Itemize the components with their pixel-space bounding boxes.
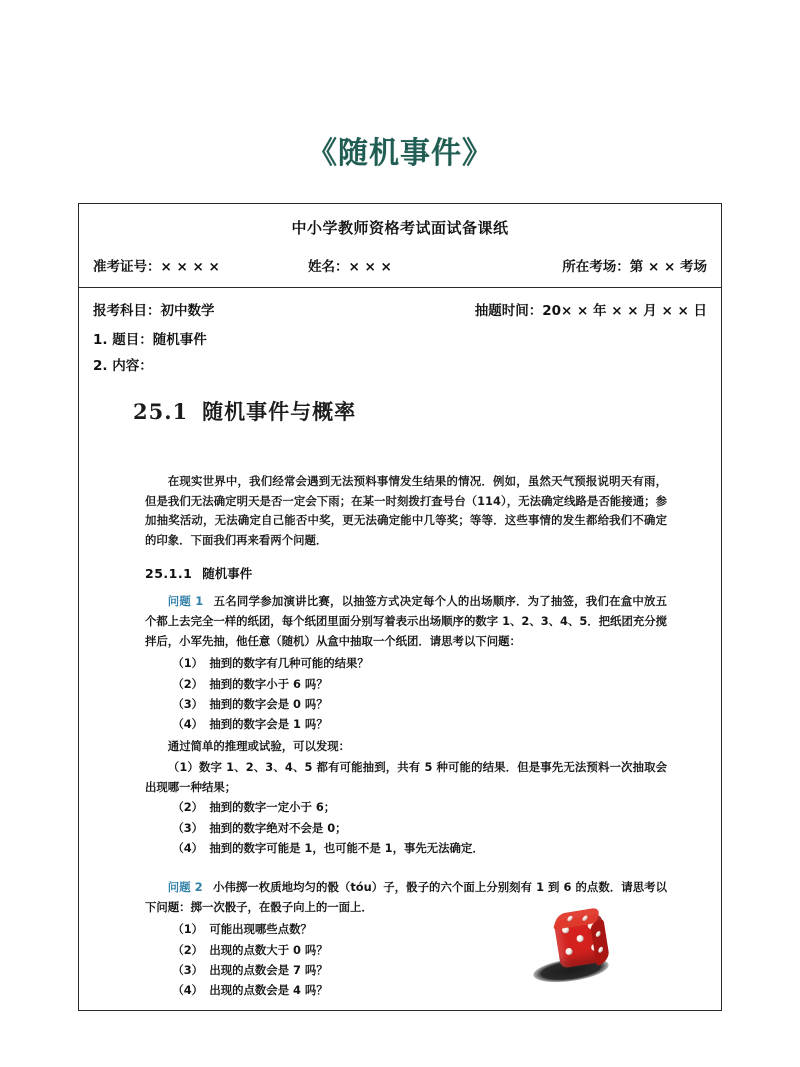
item-text: 出现的点数会是 4 吗？ (209, 983, 328, 998)
item-index: （1） (172, 656, 204, 671)
findings-lead: 通过简单的推理或试验，可以发现： (167, 739, 351, 754)
item-index: （1） (167, 759, 199, 774)
chapter-number: 25.1 (133, 399, 189, 424)
item-index: （3） (172, 963, 204, 978)
finding-1 (145, 757, 667, 798)
item-index: （3） (172, 820, 204, 835)
sheet-heading: 中小学教师资格考试面试备课纸 (291, 219, 509, 237)
list-item (145, 714, 667, 734)
item-text: 抽到的数字小于 6 吗？ (209, 676, 328, 691)
item-text: 抽到的数字会是 0 吗？ (209, 696, 328, 711)
chapter-title: 随机事件与概率 (202, 399, 357, 424)
subject-row (79, 288, 721, 322)
item-text: 数字 1、2、3、4、5 都有可能抽到，共有 5 种可能的结果．但是事先无法预料一次抽取会出现哪一种结果； (145, 759, 667, 795)
item-index: （1） (172, 922, 204, 937)
item-index: （4） (172, 983, 204, 998)
list-item (145, 919, 667, 939)
chapter-heading (105, 396, 695, 426)
list-item (145, 838, 667, 858)
list-item (145, 797, 667, 817)
problem-2-label: 问题 2 (167, 880, 203, 895)
item-text: 抽到的数字有几种可能的结果？ (209, 656, 369, 671)
topic-line: 1. 题目：随机事件 (93, 332, 207, 348)
exam-room: 所在考场：第 × × 考场 (562, 259, 707, 275)
item-index: （3） (172, 696, 204, 711)
candidate-info-row (79, 249, 721, 287)
admission-number: 准考证号：× × × × (93, 259, 220, 275)
problem-1-text (145, 592, 667, 651)
item-text: 抽到的数字可能是 1，也可能不是 1，事先无法确定． (209, 840, 484, 855)
item-text: 抽到的数字绝对不会是 0； (209, 820, 347, 835)
textbook-body (105, 472, 695, 1001)
draw-time-field: 抽题时间：20× × 年 × × 月 × × 日 (474, 303, 707, 319)
list-item (145, 980, 667, 1000)
item-text: 出现的点数会是 7 吗？ (209, 963, 328, 978)
list-item (145, 653, 667, 673)
problem-1-findings-list (145, 797, 667, 858)
item-text: 可能出现哪些点数？ (209, 922, 312, 937)
content-line: 2. 内容： (93, 358, 153, 374)
subject-field: 报考科目：初中数学 (93, 303, 215, 319)
problem-2-body: 小伟掷一枚质地均匀的骰（tóu）子，骰子的六个面上分别刻有 1 到 6 的点数．请思考以下问题：掷一次骰子，在骰子向上的一面上． (145, 880, 667, 914)
sheet-header (79, 204, 721, 288)
page-title: 《随机事件》 (307, 136, 493, 171)
section-heading (145, 564, 667, 582)
problem-2-text (145, 878, 667, 917)
item-text: 抽到的数字一定小于 6； (209, 800, 336, 815)
section-title: 随机事件 (202, 566, 253, 582)
textbook-excerpt (105, 396, 695, 1001)
item-text: 抽到的数字会是 1 吗？ (209, 717, 328, 732)
item-index: （2） (172, 676, 204, 691)
section-number: 25.1.1 (145, 566, 193, 582)
list-item (145, 940, 667, 960)
list-item (145, 960, 667, 980)
problem-2-question-list (145, 919, 667, 1000)
prep-sheet-frame (78, 203, 722, 1011)
list-item (145, 674, 667, 694)
item-index: （4） (172, 840, 204, 855)
problem-1-body: 五名同学参加演讲比赛，以抽签方式决定每个人的出场顺序．为了抽签，我们在盒中放五个都上去完全一样的纸团，每个纸团里面分别写着表示出场顺序的数字 1、2、3、4、5．把纸团充分搅拌后，小军先抽，他任意（随机）从盒中抽取一个纸团．请思考以下问题： (145, 594, 668, 648)
candidate-name: 姓名：× × × (308, 259, 392, 275)
problem-1-label: 问题 1 (167, 594, 204, 609)
intro-paragraph: 在现实世界中，我们经常会遇到无法预料事情发生结果的情况．例如，虽然天气预报说明天有雨，但是我们无法确定明天是否一定会下雨；在某一时刻拨打查号台（114），无法确定线路是否能接通；参加抽奖活动，无法确定自己能否中奖，更无法确定能中几等奖；等等．这些事情的发生都给我们不确定的印象．下面我们再来看两个问题． (145, 474, 667, 547)
item-index: （2） (172, 942, 204, 957)
spacer (145, 860, 667, 878)
list-item (145, 694, 667, 714)
problem-1-question-list (145, 653, 667, 734)
item-text: 出现的点数大于 0 吗？ (209, 942, 328, 957)
list-item (145, 818, 667, 838)
item-index: （2） (172, 800, 204, 815)
item-index: （4） (172, 717, 204, 732)
